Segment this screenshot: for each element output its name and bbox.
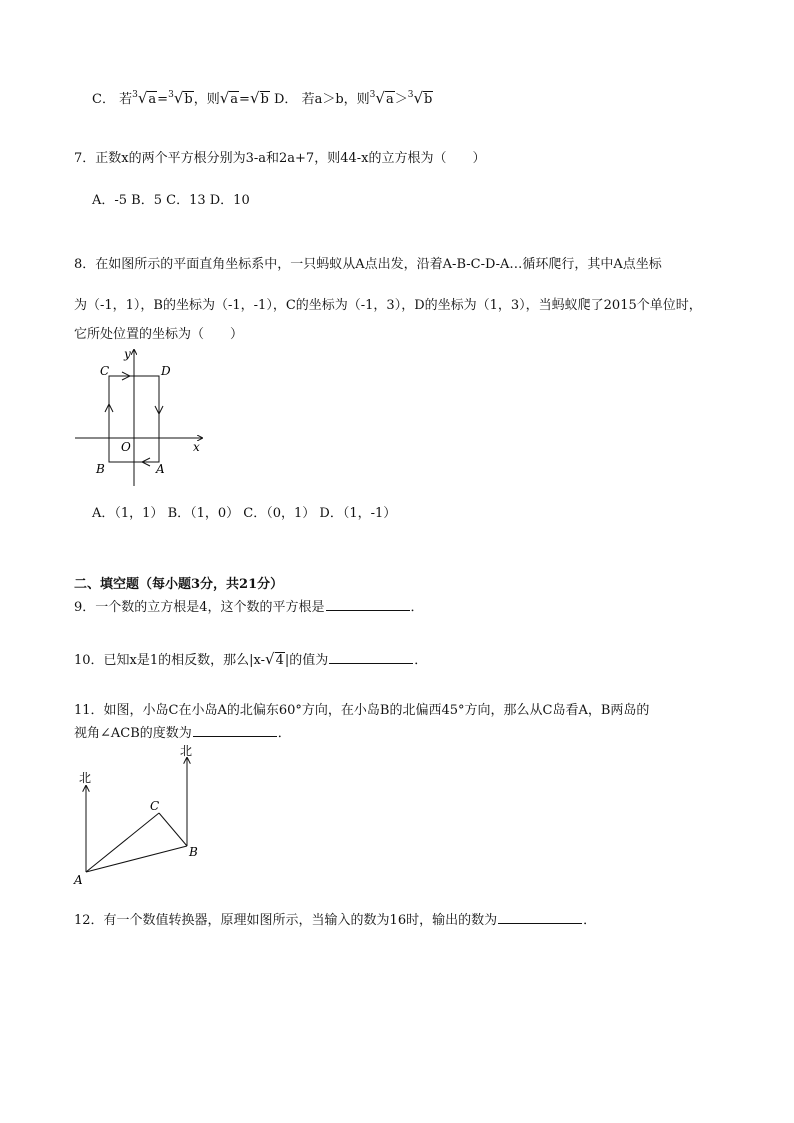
q11-stem-line1: 11．如图，小岛C在小岛A的北偏东60°方向，在小岛B的北偏西45°方向，那么从C岛看A，B两岛的 xyxy=(74,703,650,718)
point-c-label: C xyxy=(100,364,110,378)
q7-stem: 7．正数x的两个平方根分别为3-a和2a+7，则44-x的立方根为（ ） xyxy=(74,151,486,166)
point-a-label: A xyxy=(156,462,165,476)
north-label-b: 北 xyxy=(180,744,193,758)
north-label-a: 北 xyxy=(79,771,92,785)
line-cb xyxy=(159,813,187,846)
line-ab xyxy=(86,846,187,872)
q11-islands-figure xyxy=(70,742,210,887)
q6-options-cd: C． 若$^3$√a=$^3$√b，则√a=√b D． 若a＞b，则$^3$√a＞$^3$√b xyxy=(92,89,433,107)
q8-options: A．（1，1） B．（1，0） C．（0，1） D．（1，-1） xyxy=(92,506,397,521)
point-b-label: B xyxy=(96,462,105,476)
q9-answer-blank xyxy=(326,597,410,611)
island-b-label: B xyxy=(189,845,198,859)
y-label: y xyxy=(124,347,131,361)
line-ac xyxy=(86,813,159,872)
point-d-label: D xyxy=(161,364,171,378)
q11-answer-blank xyxy=(193,723,277,737)
q7-options: A．-5 B．5 C．13 D．10 xyxy=(92,193,250,208)
q8-stem-line2: 为（-1，1），B的坐标为（-1，-1），C的坐标为（-1，3），D的坐标为（1，3），当蚂蚁爬了2015个单位时， xyxy=(74,298,702,313)
q11-stem-line2: 视角∠ACB的度数为 ． xyxy=(74,723,291,743)
island-a-label: A xyxy=(74,873,83,887)
q8-stem-line3: 它所处位置的坐标为（ ） xyxy=(74,327,244,342)
origin-label: O xyxy=(121,440,131,454)
section-title: 二、填空题（每小题3分，共21分） xyxy=(74,577,284,592)
q12-stem: 12．有一个数值转换器，原理如图所示，当输入的数为16时，输出的数为 ． xyxy=(74,910,596,930)
q12-answer-blank xyxy=(498,910,582,924)
island-c-label: C xyxy=(150,799,160,813)
q10-answer-blank xyxy=(329,650,413,664)
x-label: x xyxy=(193,440,200,454)
q10-stem: 10．已知x是1的相反数，那么|x-√4|的值为 ． xyxy=(74,650,428,668)
q8-coordinate-figure xyxy=(70,340,210,490)
q8-stem-line1: 8．在如图所示的平面直角坐标系中，一只蚂蚁从A点出发，沿着A-B-C-D-A…循环爬行，其中A点坐标 xyxy=(74,257,662,272)
q9-stem: 9．一个数的立方根是4，这个数的平方根是 ． xyxy=(74,597,424,617)
